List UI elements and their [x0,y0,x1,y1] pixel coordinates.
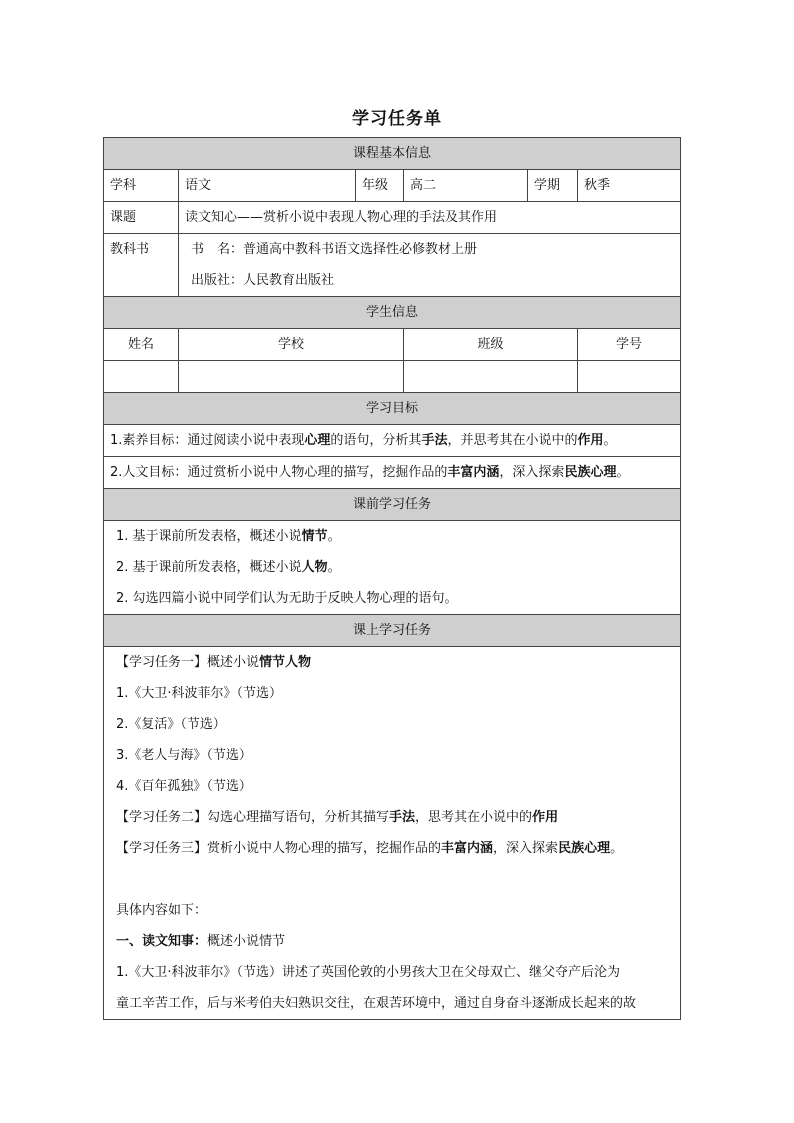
book-name-line: 书 名：普通高中教科书语文选择性必修教材上册 [191,242,478,257]
task-3-line: 【学习任务三】赏析小说中人物心理的描写，挖掘作品的丰富内涵，深入探索民族心理。 [116,841,624,856]
detail-intro: 具体内容如下： [116,903,208,918]
reading-item-3: 3.《老人与海》（节选） [116,748,252,763]
class-input-cell[interactable] [404,361,578,393]
school-col-header: 学校 [179,329,404,361]
summary-paragraph-line-1: 1.《大卫·科波菲尔》（节选）讲述了英国伦敦的小男孩大卫在父母双亡、继父夺产后沦为 [116,965,621,980]
publisher-line: 出版社：人民教育出版社 [191,273,335,288]
reading-item-4: 4.《百年孤独》（节选） [116,779,252,794]
goal-item-2: 2.人文目标：通过赏析小说中人物心理的描写，挖掘作品的丰富内涵，深入探索民族心理。 [104,457,681,489]
topic-value: 读文知心——赏析小说中表现人物心理的手法及其作用 [179,202,681,234]
grade-value: 高二 [404,170,528,202]
task-2-line: 【学习任务二】勾选心理描写语句，分析其描写手法，思考其在小说中的作用 [116,810,559,825]
course-info-header: 课程基本信息 [104,138,681,170]
in-class-tasks-body [104,647,681,1020]
topic-label: 课题 [104,202,179,234]
reading-item-2: 2.《复活》（节选） [116,717,226,732]
student-id-input-cell[interactable] [578,361,681,393]
task-sheet-table [103,137,681,1020]
subject-label: 学科 [104,170,179,202]
goal-item-1: 1.素养目标：通过阅读小说中表现心理的语句，分析其手法，并思考其在小说中的作用。 [104,425,681,457]
subject-value: 语文 [179,170,356,202]
school-input-cell[interactable] [179,361,404,393]
pre-task-1: 1. 基于课前所发表格，概述小说情节。 [116,529,341,544]
student-info-header: 学生信息 [104,297,681,329]
in-class-tasks-header: 课上学习任务 [104,615,681,647]
pre-class-tasks-header: 课前学习任务 [104,489,681,521]
pre-task-3: 2. 勾选四篇小说中同学们认为无助于反映人物心理的语句。 [116,591,458,606]
name-col-header: 姓名 [104,329,179,361]
section-1-heading: 一、读文知事：概述小说情节 [116,934,286,949]
pre-class-tasks-body [104,521,681,615]
term-label: 学期 [528,170,578,202]
student-id-col-header: 学号 [578,329,681,361]
grade-label: 年级 [356,170,404,202]
task-1-line: 【学习任务一】概述小说情节人物 [116,655,312,670]
term-value: 秋季 [578,170,681,202]
page-title: 学习任务单 [352,109,442,129]
summary-paragraph-line-2: 童工辛苦工作，后与米考伯夫妇熟识交往，在艰苦环境中，通过自身奋斗逐渐成长起来的故 [116,996,637,1011]
learning-goals-header: 学习目标 [104,393,681,425]
textbook-value [179,234,681,297]
reading-item-1: 1.《大卫·科波菲尔》（节选） [116,686,283,701]
pre-task-2: 2. 基于课前所发表格，概述小说人物。 [116,560,341,575]
name-input-cell[interactable] [104,361,179,393]
class-col-header: 班级 [404,329,578,361]
textbook-label: 教科书 [104,234,179,297]
